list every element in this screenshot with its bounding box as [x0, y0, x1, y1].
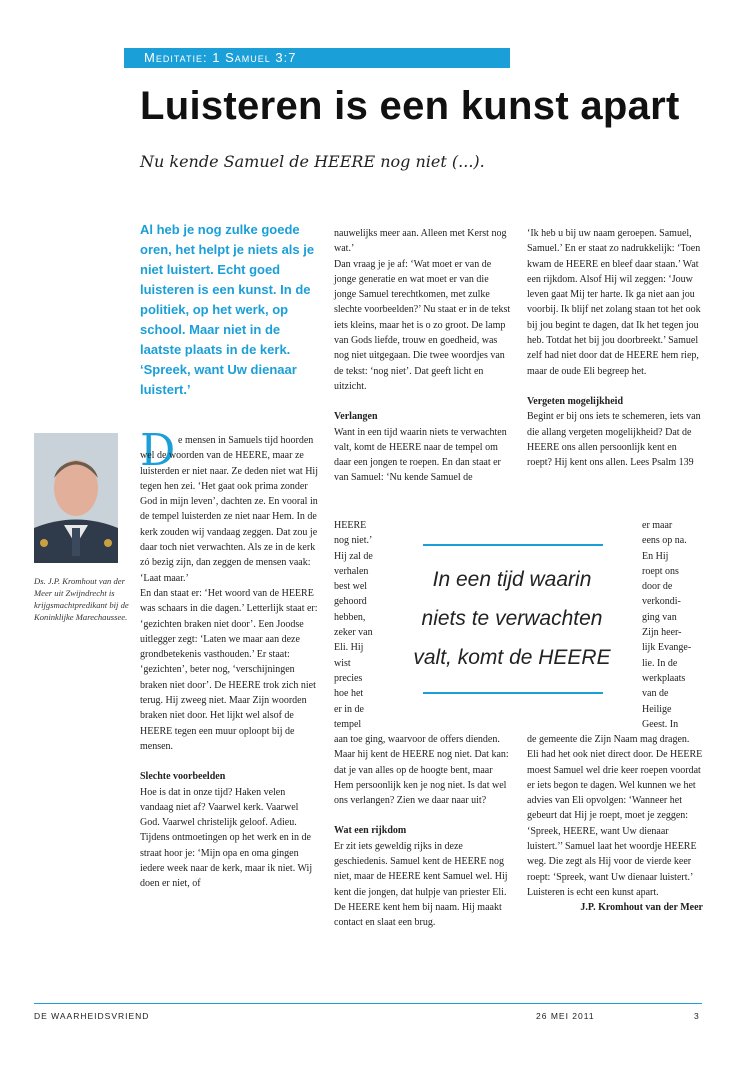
wrapped-line: Zijn heer-: [642, 627, 682, 639]
column-3-bottom: [527, 732, 703, 916]
subheading: Verlangen: [334, 411, 378, 423]
wrapped-line: lijk Evange-: [642, 642, 692, 654]
pullquote-line: In een tijd waarin: [432, 568, 592, 591]
publication-name: DE WAARHEIDSVRIEND: [34, 1011, 150, 1021]
footer-rule: [34, 1003, 702, 1004]
pullquote: [395, 560, 629, 677]
paragraph: aan toe ging, waarvoor de offers dienden. Maar hij kent de HEERE nog niet. Dat kan: dat je van alles op de hoogte bent, maar Hem persoonlijk ken je nog niet. Is dat wel ons verlangen? Zien we daar naar uit?: [334, 734, 509, 807]
paragraph: e mensen in Samuels tijd hoorden wel de woorden van de HEERE, maar ze luisterden er niet naar. Ze deden niet wat Hij tegen hen zei. ‘Het gaat ook prima zonder God in mijn leven’, dachten ze. En vooral in de tempel luisterden ze niet naar Hem. In de kerk zouden wij vandaag zeggen. Dat zou je daar toch niet verwachten. Als ze in de kerk zó bezig zijn, dan zeggen de mensen vaak: ‘Laat maar.’: [140, 435, 318, 584]
author-signature: J.P. Kromhout van der Meer: [580, 902, 703, 914]
wrapped-line: verkondi-: [642, 596, 681, 608]
column-2-bottom: [334, 732, 512, 931]
wrapped-line: Eli. Hij: [334, 642, 364, 654]
paragraph: Want in een tijd waarin niets te verwachten valt, komt de HEERE naar de tempel om daar een jongen te roepen. En dan staat er van Samuel: ‘Nu kende Samuel de: [334, 426, 507, 484]
wrapped-line: precies: [334, 672, 363, 684]
wrapped-line: verhalen: [334, 565, 369, 577]
wrapped-line: ging van: [642, 611, 677, 623]
wrapped-line: HEERE: [334, 520, 367, 531]
paragraph: En dan staat er: ‘Het woord van de HEERE was schaars in die dagen.’ Letterlijk staat er: ‘gezichten braken niet door’. Een Joodse uitlegger zegt: ‘Laten we maar aan deze grondbetekenis vasthouden.’ Er staat: ‘gezichten’, beter nog, ‘verschijningen braken niet door’. De HEERE trok zich niet terug. Hij zweeg niet. Maar Zijn woorden braken niet door. Het lijkt wel alsof de HEERE tegen een muur oploopt bij de mensen.: [140, 587, 318, 752]
pullquote-line: niets te verwachten: [421, 607, 603, 630]
wrapped-line: wist: [334, 657, 351, 669]
wrapped-line: nog niet.’: [334, 535, 373, 547]
wrapped-line: hebben,: [334, 611, 366, 623]
wrapped-line: er in de: [334, 703, 364, 715]
author-photo: [34, 433, 118, 563]
lead-paragraph: Al heb je nog zulke goede oren, het helpt je niets als je niet luistert. Echt goed luisteren is een kunst. In de politiek, op het werk, op school. Maar niet in de laatste plaats in de kerk. ‘Spreek, want Uw dienaar luistert.’: [140, 222, 315, 397]
drop-cap: D: [140, 425, 176, 476]
wrapped-line: van de: [642, 688, 669, 700]
paragraph: nauwelijks meer aan. Alleen met Kerst nog wat.’: [334, 228, 507, 255]
subheading: Slechte voorbeelden: [140, 771, 226, 783]
wrapped-line: roept ons: [642, 565, 679, 577]
paragraph: Dan vraag je je af: ‘Wat moet er van de jonge generatie en wat moet er van die jonge Samuel terechtkomen, met zulke slechte voorbeelden?’ Nu staat er in de tekst iets kleins, maar het is o zo groot. De lamp van Gods liefde, trouw en goedheid, was nog niet uitgegaan. Die twee woordjes van de tekst: ‘nog niet’. Dat geeft licht en uitzicht.: [334, 258, 511, 392]
section-label: Meditatie: 1 Samuel 3:7: [124, 48, 510, 68]
pullquote-rule-bottom: [423, 692, 603, 694]
paragraph: de gemeente die Zijn Naam mag dragen.: [527, 734, 690, 745]
article-subtitle: Nu kende Samuel de HEERE nog niet (...).: [140, 152, 485, 171]
paragraph: Hoe is dat in onze tijd? Haken velen vandaag niet af? Vaarwel kerk. Vaarwel God. Vaarwel christelijk geloof. Adieu. Tijdens ontmoetingen op het werk en in de straat hoor je: ‘Mijn opa en oma gingen iedere week naar de kerk, maar ik niet. Wij doen er niet, of: [140, 786, 313, 890]
pullquote-rule-top: [423, 544, 603, 546]
article-title: Luisteren is een kunst apart: [140, 84, 680, 128]
subheading: Vergeten mogelijkheid: [527, 395, 624, 407]
wrapped-line: lie. In de: [642, 657, 678, 669]
column-2-wrap: [334, 518, 386, 732]
wrapped-line: Heilige: [642, 703, 672, 715]
paragraph: Begint er bij ons iets te schemeren, iets van die allang vergeten mogelijkheid? Dat de HEERE ons allen persoonlijk kent en roept? Hij kent ons allen. Lees Psalm 139: [527, 411, 701, 469]
column-3-top: [527, 226, 703, 470]
wrapped-line: werkplaats: [642, 672, 686, 684]
column-3-wrap: [642, 518, 704, 732]
paragraph: ‘Ik heb u bij uw naam geroepen. Samuel, Samuel.’ En er staat zo nadrukkelijk: ‘Toen kwam de HEERE en bleef daar staan.’ Wat een rijkdom. Alsof Hij wil zeggen: ‘Jouw leven gaat Mij ter harte. Ik ga niet aan jou voorbij. Ik blijf net zolang staan tot het ook bij jou begint te dagen, dat Ik het tegen jou heb. Totdat het bij jou doorbreekt.’ Samuel zelf had niet door dat de HEERE hem riep, maar de oude Eli begreep het.: [527, 228, 701, 377]
wrapped-line: En Hij: [642, 550, 669, 562]
column-1: [140, 433, 318, 892]
column-2-top: [334, 226, 512, 486]
page-number: 3: [694, 1011, 700, 1021]
wrapped-line: gehoord: [334, 596, 367, 608]
paragraph: Er zit iets geweldig rijks in deze geschiedenis. Samuel kent de HEERE nog niet, maar de HEERE kent Samuel wel. Hij kent die jongen, dat hulpje van priester Eli. De HEERE kent hem bij naam. Hij maakt contact en slaat een brug.: [334, 840, 508, 929]
wrapped-line: er maar: [642, 520, 673, 531]
wrapped-line: Geest. In: [642, 718, 679, 730]
wrapped-line: best wel: [334, 581, 368, 593]
wrapped-line: tempel: [334, 718, 362, 730]
paragraph: Eli had het ook niet direct door. De HEERE moest Samuel wel drie keer roepen voordat er iets begon te dagen. Wel kunnen we het advies van Eli opvolgen: ‘Wanneer het gebeurt dat Hij je roept, moet je zeggen: ‘Spreek, HEERE, want Uw dienaar luistert.’’ Samuel laat het woordje HEERE weg. Die zegt als Hij voor de vierde keer roept: ‘Spreek, want Uw dienaar luistert.’ Luisteren is echt een kunst apart.: [527, 749, 703, 898]
subheading: Wat een rijkdom: [334, 825, 407, 837]
wrapped-line: Hij zal de: [334, 550, 373, 562]
wrapped-line: zeker van: [334, 627, 373, 639]
issue-date: 26 MEI 2011: [536, 1011, 595, 1021]
wrapped-line: door de: [642, 581, 673, 593]
wrapped-line: hoe het: [334, 688, 364, 700]
wrapped-line: eens op na.: [642, 535, 687, 547]
pullquote-line: valt, komt de HEERE: [413, 646, 611, 669]
photo-caption: Ds. J.P. Kromhout van der Meer uit Zwijndrecht is krijgsmachtpredikant bij de Koninklijke Marechaussee.: [34, 576, 129, 622]
